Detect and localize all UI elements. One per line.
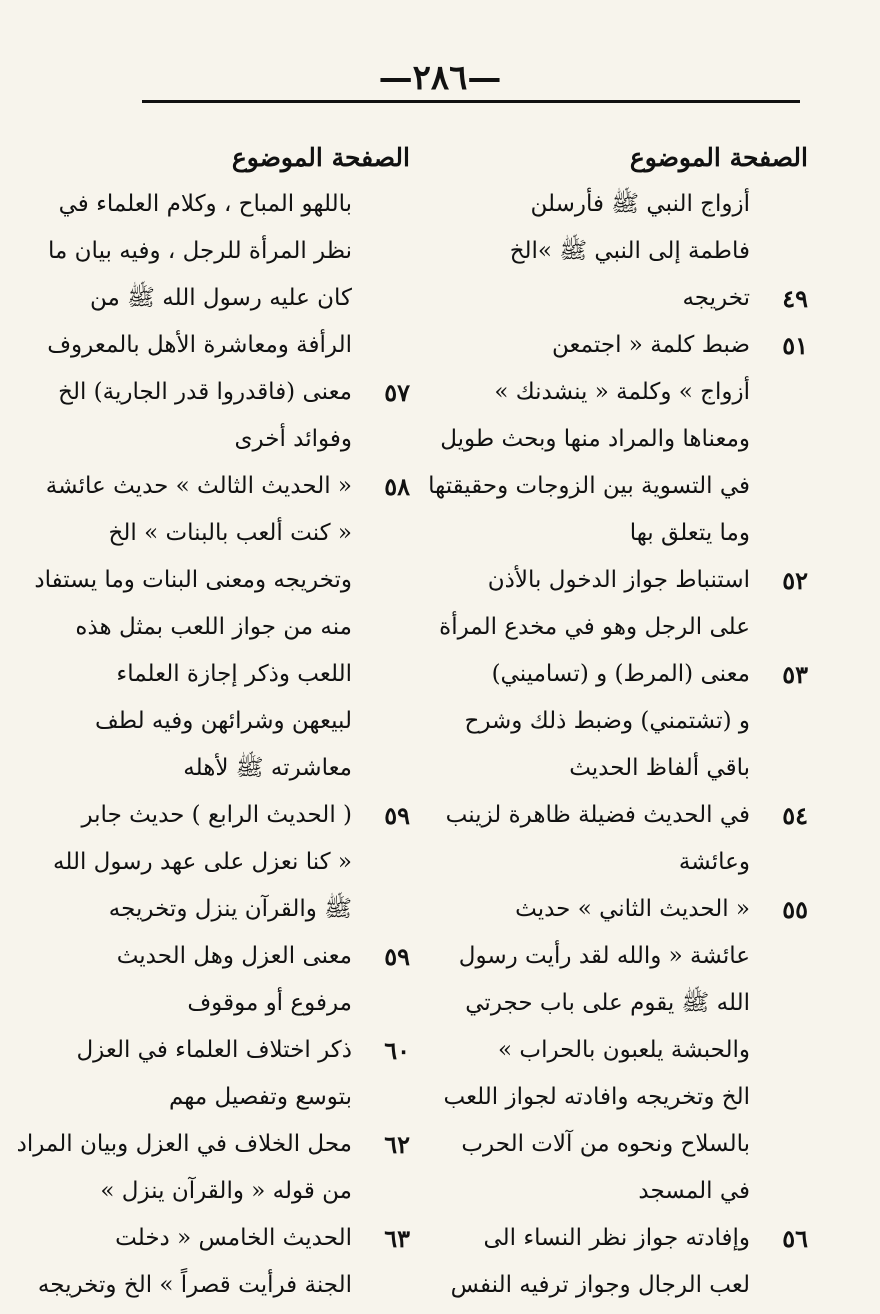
topic-text — [453, 275, 750, 322]
column-header: الصفحة الموضوع — [629, 143, 808, 172]
topic-line: ﷺ والقرآن ينزل وتخريجه — [108, 896, 352, 922]
page-ref: ٥٩ — [384, 942, 410, 971]
topic-line: محل الخلاف في العزل وبيان المراد — [16, 1131, 352, 1157]
topic-line: في المسجد — [638, 1178, 750, 1204]
topic-line: ( الحديث الرابع ) حديث جابر — [81, 802, 352, 828]
topic-line: ذكر اختلاف العلماء في العزل — [76, 1037, 352, 1063]
page-ref: ٥١ — [782, 331, 808, 360]
topic-text — [47, 181, 352, 369]
topic-line: معاشرته ﷺ لأهله — [183, 755, 352, 781]
page-ref: ٤٩ — [782, 284, 808, 313]
topic-text — [58, 369, 352, 463]
page-number: —٢٨٦— — [378, 58, 502, 98]
topic-line: ومعناها والمراد منها وبحث طويل — [440, 426, 750, 452]
topic-line: الرأفة ومعاشرة الأهل بالمعروف — [47, 332, 352, 358]
topic-text — [453, 181, 750, 275]
topic-line: على الرجل وهو في مخدع المرأة — [439, 614, 750, 640]
topic-line: الجنة فرأيت قصراً » الخ وتخريجه — [37, 1272, 352, 1298]
index-entry — [450, 1215, 808, 1309]
topic-line: بالسلاح ونحوه من آلات الحرب — [461, 1131, 750, 1157]
topic-line: فاطمة إلى النبي ﷺ »الخ — [509, 238, 750, 264]
topic-line: تخريجه — [682, 285, 750, 311]
index-entry — [65, 933, 410, 1027]
index-entry — [439, 557, 808, 651]
index-entry — [16, 1121, 410, 1215]
index-entry — [453, 275, 808, 322]
topic-line: اللعب وذكر إجازة العلماء — [116, 661, 352, 687]
index-entry — [445, 792, 808, 886]
topic-line: الله ﷺ يقوم على باب حجرتي — [465, 990, 750, 1016]
topic-text — [428, 322, 750, 557]
index-entry — [453, 181, 808, 275]
topic-line: مرفوع أو موقوف — [187, 990, 352, 1016]
index-entry — [65, 1027, 410, 1121]
page-ref: ٥٥ — [782, 895, 808, 924]
topic-line: عائشة « والله لقد رأيت رسول — [458, 943, 750, 969]
topic-line: لعب الرجال وجواز ترفيه النفس — [450, 1272, 750, 1298]
topic-line: أزواج » وكلمة « ينشدنك » — [494, 379, 750, 405]
topic-line: منه من جواز اللعب بمثل هذه — [75, 614, 352, 640]
page-ref: ٥٨ — [384, 472, 410, 501]
topic-line: ضبط كلمة « اجتمعن — [552, 332, 750, 358]
topic-line: وعائشة — [678, 849, 750, 875]
page-ref: ٥٦ — [782, 1224, 808, 1253]
topic-line: نظر المرأة للرجل ، وفيه بيان ما — [48, 238, 352, 264]
page-ref: ٥٧ — [384, 378, 410, 407]
topic-text — [443, 886, 750, 1215]
page-ref — [352, 181, 410, 369]
topic-line: والحبشة يلعبون بالحراب » — [498, 1037, 750, 1063]
topic-text — [446, 792, 750, 886]
topic-line: بتوسع وتفصيل مهم — [168, 1084, 352, 1110]
topic-text — [65, 1027, 352, 1121]
topic-line: وإفادته جواز نظر النساء الى — [483, 1225, 750, 1251]
topic-text — [53, 792, 352, 933]
topic-line: وتخريجه ومعنى البنات وما يستفاد — [34, 567, 352, 593]
index-entry — [453, 651, 808, 792]
topic-line: من قوله « والقرآن ينزل » — [100, 1178, 352, 1204]
topic-line: « كنت ألعب بالبنات » الخ — [108, 520, 352, 546]
topic-text — [65, 933, 352, 1027]
topic-line: معنى (فاقدروا قدر الجارية) الخ — [58, 379, 352, 405]
topic-text — [17, 1121, 352, 1215]
topic-line: وفوائد أخرى — [234, 426, 352, 452]
topic-line: استنباط جواز الدخول بالأذن — [487, 567, 750, 593]
topic-text — [38, 1215, 352, 1309]
header-rule — [142, 100, 800, 103]
topic-line: باللهو المباح ، وكلام العلماء في — [58, 191, 352, 217]
index-entry — [443, 886, 808, 1215]
index-entry — [47, 181, 410, 369]
topic-text — [451, 1215, 750, 1309]
page-ref: ٥٣ — [782, 660, 808, 689]
topic-line: « كنا نعزل على عهد رسول الله — [53, 849, 352, 875]
index-column-right — [428, 135, 808, 1309]
column-header: الصفحة الموضوع — [231, 143, 410, 172]
topic-line: « الحديث الثاني » حديث — [515, 896, 750, 922]
topic-line: معنى (المرط) و (تساميني) — [491, 661, 750, 687]
index-entry — [58, 369, 410, 463]
page-ref: ٦٣ — [384, 1224, 410, 1253]
topic-line: باقي ألفاظ الحديث — [569, 755, 750, 781]
topic-text — [453, 651, 750, 792]
topic-line: و (تشتمني) وضبط ذلك وشرح — [464, 708, 750, 734]
topic-text — [34, 463, 352, 792]
topic-line: الخ وتخريجه وافادته لجواز اللعب — [443, 1084, 750, 1110]
topic-line: وما يتعلق بها — [629, 520, 750, 546]
topic-line: أزواج النبي ﷺ فأرسلن — [530, 191, 750, 217]
page-ref — [750, 181, 808, 275]
page-ref: ٦٢ — [384, 1130, 410, 1159]
index-entry — [428, 322, 808, 557]
topic-line: كان عليه رسول الله ﷺ من — [90, 285, 352, 311]
topic-line: معنى العزل وهل الحديث — [116, 943, 352, 969]
index-entry — [53, 792, 410, 933]
index-entry — [37, 1215, 410, 1309]
topic-line: « الحديث الثالث » حديث عائشة — [45, 473, 352, 499]
page-ref: ٦٠ — [384, 1036, 410, 1065]
page-ref: ٥٩ — [384, 801, 410, 830]
topic-line: في التسوية بين الزوجات وحقيقتها — [428, 473, 750, 499]
page-ref: ٥٤ — [782, 801, 808, 830]
index-entry — [34, 463, 410, 792]
page-ref: ٥٢ — [782, 566, 808, 595]
topic-line: في الحديث فضيلة ظاهرة لزينب — [445, 802, 750, 828]
topic-line: الحديث الخامس « دخلت — [115, 1225, 352, 1251]
topic-line: لبيعهن وشرائهن وفيه لطف — [94, 708, 352, 734]
topic-text — [439, 557, 750, 651]
index-column-left — [16, 135, 410, 1309]
